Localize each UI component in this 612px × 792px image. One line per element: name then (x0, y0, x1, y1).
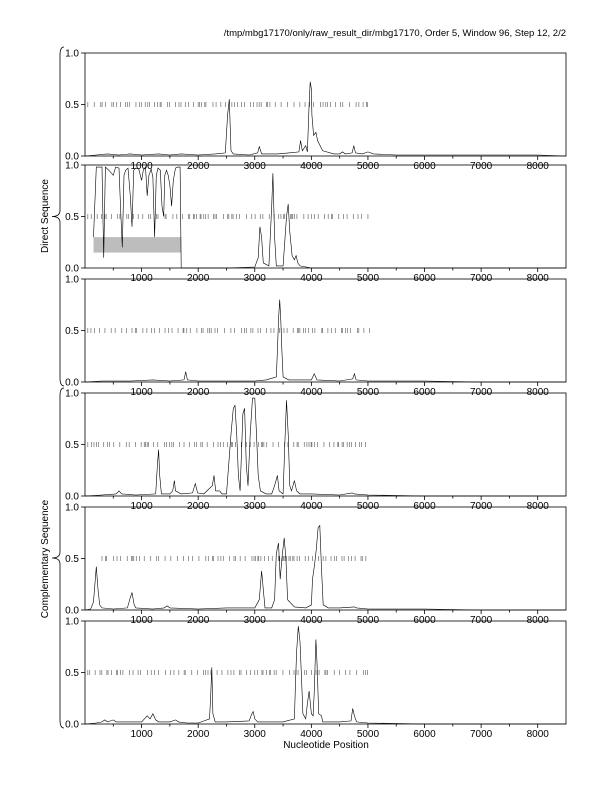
series-line (85, 626, 566, 724)
panel-frame (85, 393, 566, 496)
x-tick-label: 3000 (243, 273, 266, 284)
y-tick-label: 0.0 (65, 263, 79, 275)
x-tick-label: 4000 (300, 615, 323, 626)
y-tick-label: 0.5 (65, 554, 79, 565)
x-tick-label: 4000 (300, 501, 323, 512)
panel-1 (65, 49, 566, 173)
x-tick-label: 1000 (130, 387, 153, 398)
highlight-band (93, 237, 181, 252)
y-tick-label: 1.0 (65, 616, 79, 628)
series-line (85, 398, 566, 496)
x-tick-label: 8000 (526, 501, 549, 512)
y-tick-label: 0.0 (65, 151, 79, 163)
x-tick-label: 3000 (243, 387, 266, 398)
x-tick-label: 8000 (526, 273, 549, 284)
x-tick-label: 8000 (526, 387, 549, 398)
y-tick-label: 0.0 (65, 491, 79, 503)
x-tick-label: 7000 (469, 501, 493, 512)
x-tick-label: 2000 (187, 273, 210, 284)
y-tick-label: 1.0 (65, 388, 79, 400)
x-tick-label: 4000 (300, 387, 323, 398)
x-tick-label: 6000 (413, 273, 436, 284)
direct-sequence-brace (52, 47, 64, 386)
x-tick-label: 7000 (469, 615, 493, 626)
direct-sequence-label: Direct Sequence (40, 179, 51, 253)
x-tick-label: 6000 (413, 729, 436, 740)
x-tick-label: 6000 (413, 387, 436, 398)
y-tick-label: 1.0 (65, 48, 79, 60)
complementary-sequence-label: Complementary Sequence (40, 499, 51, 619)
x-tick-label: 6000 (413, 501, 436, 512)
y-tick-label: 0.5 (65, 668, 79, 679)
y-tick-label: 0.0 (65, 605, 79, 617)
x-tick-label: 3000 (243, 615, 266, 626)
x-tick-label: 2000 (187, 387, 210, 398)
x-tick-label: 5000 (356, 501, 380, 512)
x-tick-label: 3000 (243, 501, 266, 512)
y-tick-label: 0.0 (65, 719, 79, 731)
x-tick-label: 6000 (413, 161, 436, 172)
y-tick-label: 1.0 (65, 502, 79, 514)
series-line (85, 526, 566, 611)
x-tick-label: 7000 (469, 273, 493, 284)
panel-4 (65, 389, 566, 513)
x-tick-label: 8000 (526, 161, 549, 172)
x-tick-label: 5000 (356, 273, 380, 284)
x-tick-label: 5000 (356, 615, 380, 626)
panels (65, 49, 566, 741)
x-tick-label: 2000 (187, 615, 210, 626)
x-tick-label: 7000 (469, 729, 493, 740)
x-tick-label: 8000 (526, 615, 549, 626)
y-tick-label: 0.5 (65, 100, 79, 111)
x-tick-label: 2000 (187, 161, 210, 172)
panel-3 (65, 275, 566, 399)
y-tick-label: 0.5 (65, 326, 79, 337)
x-tick-label: 4000 (300, 161, 323, 172)
x-tick-label: 2000 (187, 501, 210, 512)
x-tick-label: 7000 (469, 387, 493, 398)
panel-5 (65, 503, 566, 627)
x-tick-label: 1000 (130, 729, 153, 740)
x-tick-label: 1000 (130, 615, 153, 626)
x-tick-label: 1000 (130, 161, 153, 172)
x-tick-label: 3000 (243, 161, 266, 172)
x-tick-label: 5000 (356, 161, 380, 172)
series-line (85, 82, 566, 156)
y-tick-label: 0.5 (65, 440, 79, 451)
y-tick-label: 0.5 (65, 212, 79, 223)
y-tick-label: 1.0 (65, 274, 79, 286)
x-tick-label: 1000 (130, 501, 153, 512)
series-line (94, 167, 567, 268)
panel-2 (65, 161, 566, 285)
panel-6 (65, 617, 566, 741)
x-tick-label: 4000 (300, 273, 323, 284)
series-line (85, 300, 566, 382)
x-tick-label: 5000 (356, 387, 380, 398)
complementary-sequence-brace (52, 388, 64, 728)
x-axis-label: Nucleotide Position (283, 740, 369, 751)
x-tick-label: 4000 (300, 729, 323, 740)
x-tick-label: 3000 (243, 729, 266, 740)
x-tick-label: 5000 (356, 729, 380, 740)
panel-frame (85, 507, 566, 610)
y-tick-label: 1.0 (65, 160, 79, 172)
page-header: /tmp/mbg17170/only/raw_result_dir/mbg17170, Order 5, Window 96, Step 12, 2/2 (223, 28, 566, 39)
x-tick-label: 7000 (469, 161, 493, 172)
panel-frame (85, 279, 566, 382)
x-tick-label: 6000 (413, 615, 436, 626)
panel-frame (85, 621, 566, 724)
x-tick-label: 2000 (187, 729, 210, 740)
x-tick-label: 8000 (526, 729, 549, 740)
x-tick-label: 1000 (130, 273, 153, 284)
y-tick-label: 0.0 (65, 377, 79, 389)
